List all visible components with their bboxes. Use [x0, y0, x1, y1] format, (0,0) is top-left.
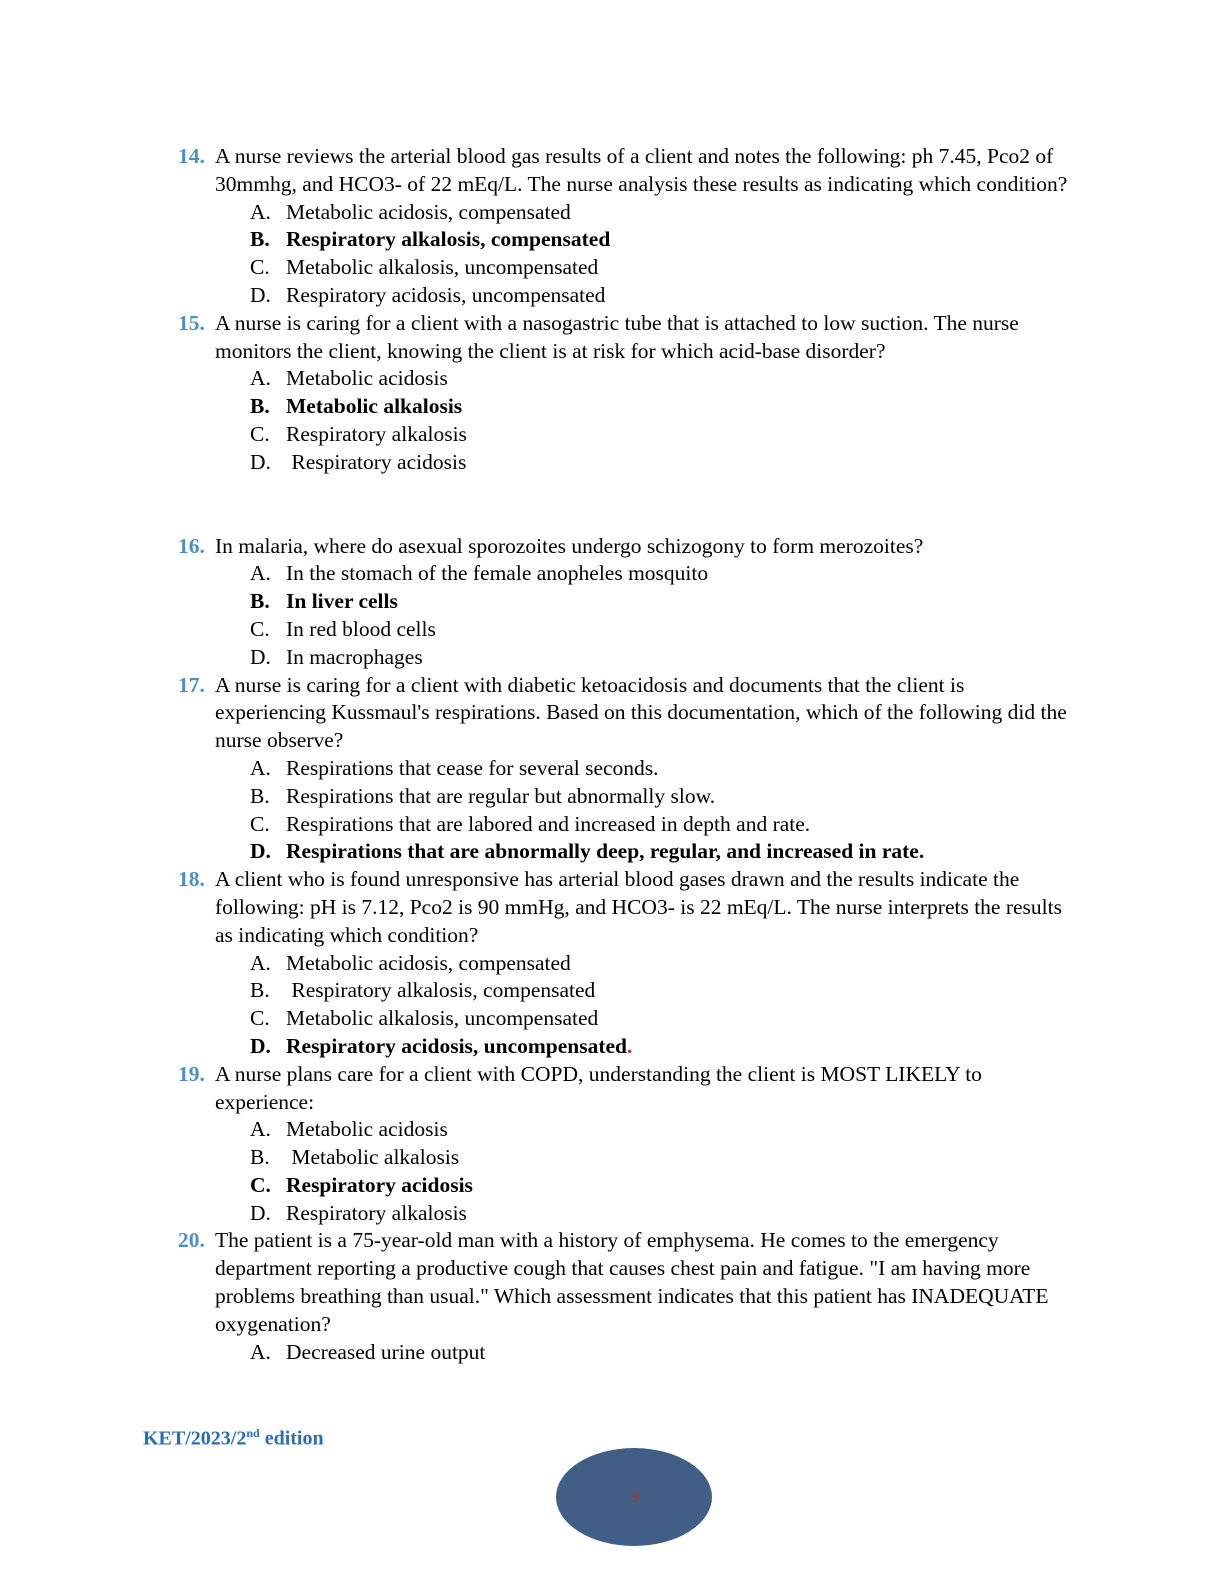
answer-option — [178, 616, 1078, 644]
option-text: Metabolic acidosis — [286, 366, 448, 391]
question-number: 17. — [178, 672, 205, 697]
answer-option — [178, 1033, 1078, 1061]
question-number: 14. — [178, 144, 205, 168]
option-list — [178, 950, 1078, 1061]
question-block — [178, 533, 1078, 672]
option-list — [178, 560, 1078, 671]
answer-option — [178, 783, 1078, 811]
answer-option — [178, 560, 1078, 588]
answer-option — [178, 1200, 1078, 1228]
answer-option — [178, 838, 1078, 866]
option-text: Metabolic alkalosis, uncompensated — [286, 255, 599, 280]
question-row — [178, 866, 1078, 949]
option-letter: B. — [250, 783, 270, 808]
option-letter: B. — [250, 589, 270, 614]
question-row — [178, 533, 1078, 561]
question-text: A nurse plans care for a client with COPD, understanding the client is MOST LIKELY to experience: — [215, 1061, 982, 1114]
question-number: 16. — [178, 533, 205, 558]
option-text: Respiratory alkalosis, compensated — [286, 227, 611, 252]
question-row — [178, 672, 1078, 755]
question-text: A client who is found unresponsive has arterial blood gases drawn and the results indicate the following: pH is 7.12, Pco2 is 90 mmHg, and HCO3- is 22 mEq/L. The nurse interprets the results as indicating which condition? — [215, 867, 1062, 947]
question-block — [178, 1061, 1078, 1228]
option-letter: A. — [250, 366, 271, 391]
question-list — [178, 143, 1078, 1366]
question-block — [178, 310, 1078, 477]
option-letter: C. — [250, 421, 270, 446]
option-letter: B. — [250, 978, 270, 1003]
question-text: A nurse is caring for a client with a nasogastric tube that is attached to low suction. The nurse monitors the client, knowing the client is at risk for which acid-base disorder? — [215, 310, 1019, 363]
answer-option — [178, 393, 1078, 421]
option-text: Respiratory acidosis — [286, 449, 467, 474]
answer-option — [178, 1116, 1078, 1144]
option-text: Metabolic alkalosis — [286, 1145, 460, 1170]
option-text: Metabolic acidosis — [286, 1117, 448, 1142]
answer-option — [178, 588, 1078, 616]
answer-option — [178, 282, 1078, 310]
option-letter: A. — [250, 755, 271, 780]
option-list — [178, 755, 1078, 866]
option-text: Respiratory alkalosis — [286, 1200, 467, 1225]
option-letter: C. — [250, 811, 270, 836]
option-letter: C. — [250, 616, 270, 641]
footer-sup: nd — [246, 1426, 260, 1440]
option-letter: D. — [250, 839, 271, 864]
question-text: A nurse is caring for a client with diabetic ketoacidosis and documents that the client is experiencing Kussmaul's respirations. Based on this documentation, which of the following did the nurse observe? — [215, 672, 1067, 753]
option-list — [178, 365, 1078, 476]
option-letter: C. — [250, 255, 270, 280]
answer-option — [178, 199, 1078, 227]
answer-option — [178, 449, 1078, 477]
option-letter: D. — [250, 282, 271, 307]
answer-option — [178, 226, 1078, 254]
page-number: 3 — [629, 1487, 639, 1506]
answer-option — [178, 977, 1078, 1005]
option-text: In liver cells — [286, 589, 398, 614]
question-block — [178, 1227, 1078, 1366]
option-letter: D. — [250, 1033, 271, 1058]
answer-option — [178, 644, 1078, 672]
option-text: In the stomach of the female anopheles mosquito — [286, 561, 709, 586]
answer-option — [178, 1144, 1078, 1172]
option-text: Respiratory acidosis — [286, 1172, 473, 1197]
option-text: Respiratory alkalosis — [286, 421, 467, 446]
question-number: 19. — [178, 1061, 205, 1086]
answer-option — [178, 1005, 1078, 1033]
question-row — [178, 1227, 1078, 1338]
question-row — [178, 1061, 1078, 1117]
question-block — [178, 143, 1078, 310]
option-letter: D. — [250, 644, 271, 669]
option-text: Respirations that cease for several seconds. — [286, 755, 659, 780]
option-letter: A. — [250, 561, 271, 586]
option-text: Metabolic acidosis, compensated — [286, 199, 571, 224]
answer-option — [178, 1172, 1078, 1200]
question-number: 20. — [178, 1228, 205, 1253]
option-letter: A. — [250, 1117, 271, 1142]
answer-option — [178, 755, 1078, 783]
option-text: Respiratory acidosis, uncompensated — [286, 1033, 628, 1058]
option-list — [178, 199, 1078, 310]
option-letter: A. — [250, 199, 271, 224]
option-text: Metabolic acidosis, compensated — [286, 950, 571, 975]
answer-option — [178, 254, 1078, 282]
answer-option — [178, 421, 1078, 449]
question-number: 15. — [178, 310, 205, 335]
option-text: Respirations that are abnormally deep, regular, and increased in rate. — [286, 839, 925, 864]
answer-option — [178, 950, 1078, 978]
option-letter: B. — [250, 1145, 270, 1170]
option-text: Respirations that are regular but abnormally slow. — [286, 783, 716, 808]
answer-option — [178, 1339, 1078, 1367]
option-letter: A. — [250, 950, 271, 975]
option-list — [178, 1339, 1078, 1367]
spacer — [178, 477, 1078, 533]
option-letter: C. — [250, 1006, 270, 1031]
footer-prefix: KET/2023/2 — [143, 1427, 247, 1450]
option-text: Respiratory acidosis, uncompensated — [286, 282, 606, 307]
option-letter: D. — [250, 449, 271, 474]
option-text: Respiratory alkalosis, compensated — [286, 978, 596, 1003]
question-text: A nurse reviews the arterial blood gas results of a client and notes the following: ph 7.45, Pco2 of 30mmhg, and HCO3- of 22 mEq/L. The nurse analysis these results as indicating which condition? — [215, 144, 1068, 196]
question-row — [178, 143, 1078, 199]
option-letter: C. — [250, 1172, 271, 1197]
option-letter: D. — [250, 1200, 271, 1225]
question-block — [178, 866, 1078, 1061]
answer-option — [178, 811, 1078, 839]
option-text: Decreased urine output — [286, 1339, 486, 1364]
question-text: In malaria, where do asexual sporozoites undergo schizogony to form merozoites? — [215, 533, 924, 558]
option-suffix: . — [627, 1033, 633, 1058]
answer-option — [178, 365, 1078, 393]
option-text: In macrophages — [286, 644, 423, 669]
question-block — [178, 672, 1078, 867]
question-row — [178, 310, 1078, 366]
option-letter: B. — [250, 394, 270, 419]
option-text: Respirations that are labored and increased in depth and rate. — [286, 811, 811, 836]
option-text: In red blood cells — [286, 616, 436, 641]
option-text: Metabolic alkalosis, uncompensated — [286, 1006, 599, 1031]
option-text: Metabolic alkalosis — [286, 394, 463, 419]
footer-suffix: edition — [259, 1427, 324, 1450]
footer-edition — [143, 1426, 324, 1451]
option-letter: B. — [250, 227, 270, 252]
question-text: The patient is a 75-year-old man with a history of emphysema. He comes to the emergency department reporting a productive cough that causes chest pain and fatigue. "I am having more problems breathing than usual." Which assessment indicates that this patient has INADEQUATE oxygenation? — [215, 1228, 1049, 1336]
question-number: 18. — [178, 867, 205, 892]
option-letter: A. — [250, 1339, 271, 1364]
page-number-badge — [556, 1448, 712, 1546]
option-list — [178, 1116, 1078, 1227]
